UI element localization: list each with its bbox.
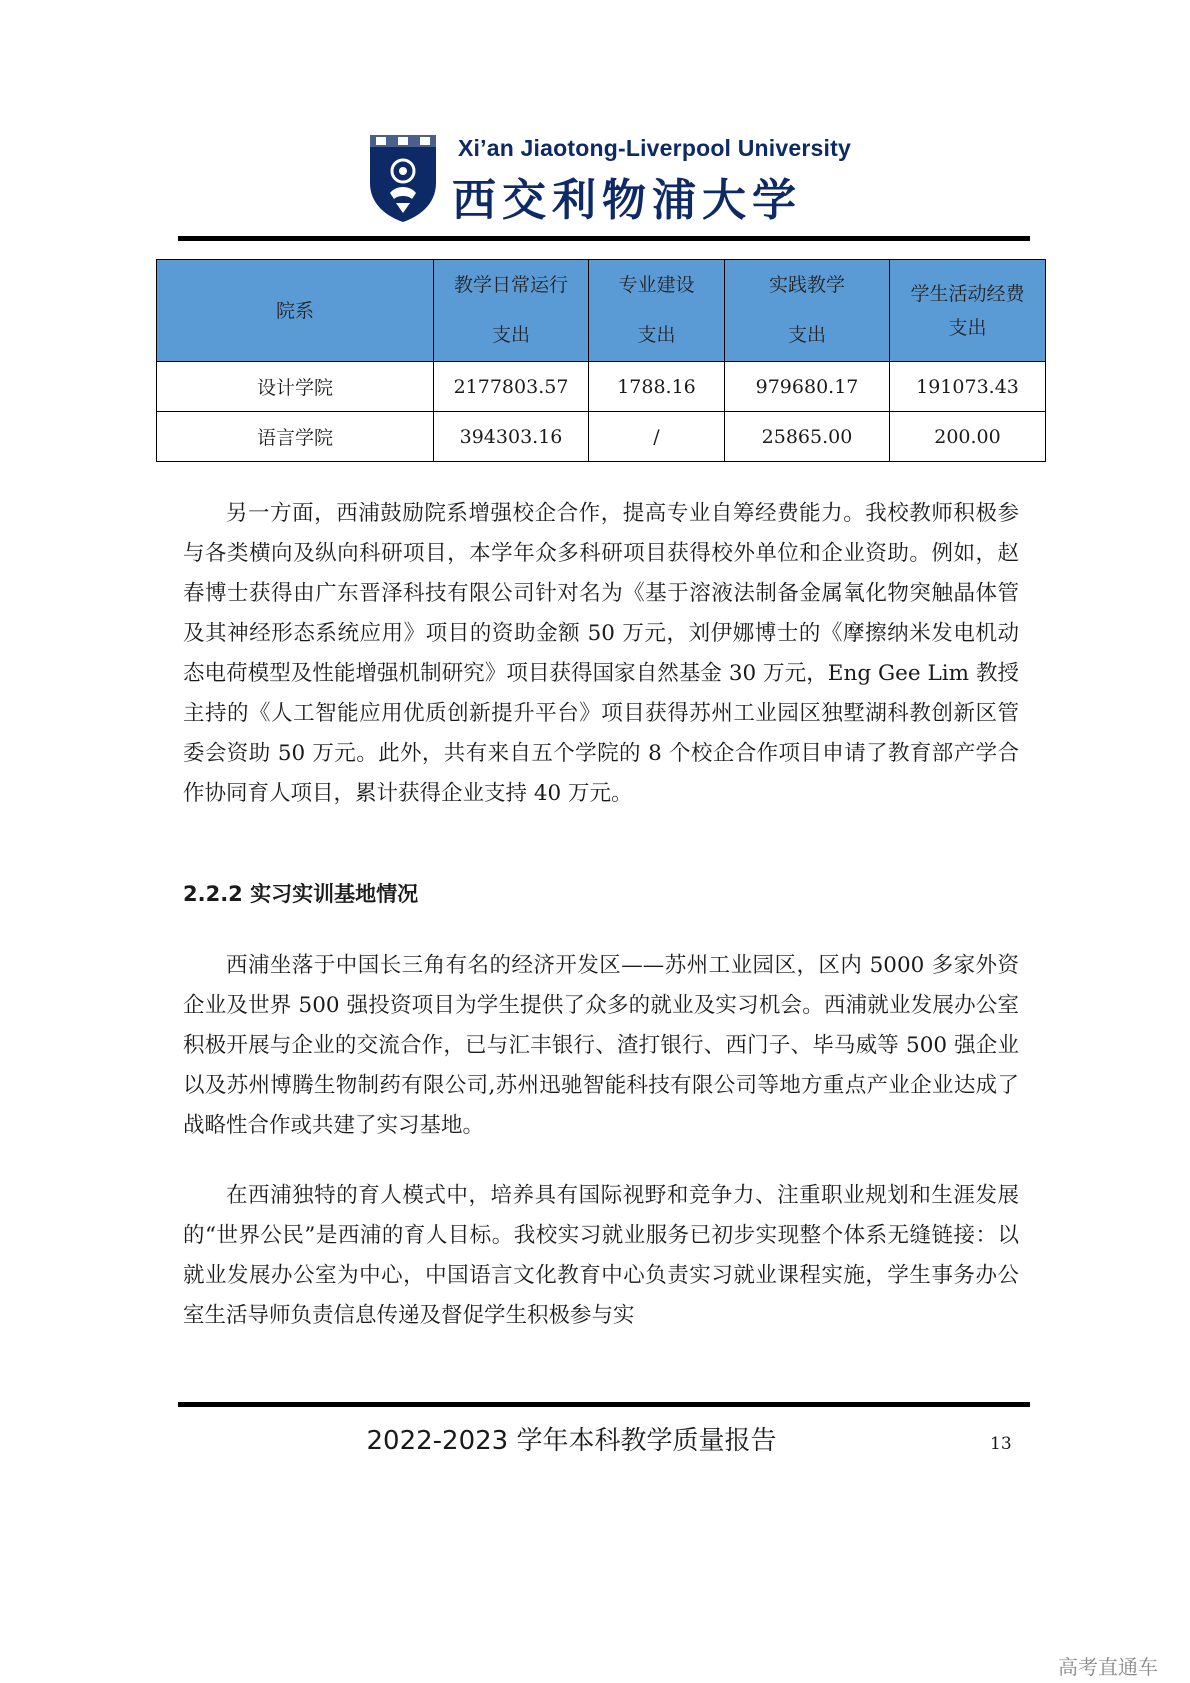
col-header-label: 支出 (787, 324, 826, 346)
col-header-practice-teaching (725, 260, 890, 362)
col-header-student-activities (890, 260, 1046, 362)
col-header-major-construction (589, 260, 725, 362)
table-row (157, 362, 1046, 412)
section-title: 2.2.2 实习实训基地情况 (183, 882, 419, 906)
paragraph-education-model: 在西浦独特的育人模式中，培养具有国际视野和竞争力、注重职业规划和生涯发展的“世界公民”是西浦的育人目标。我校实习就业服务已初步实现整个体系无缝链接：以就业发展办公室为中心，中国语言文化教育中心负责实习就业课程实施，学生事务办公室生活导师负责信息传递及督促学生积极参与实 (183, 1183, 1019, 1328)
university-crest-icon (368, 133, 438, 223)
col-header-label: 支出 (948, 316, 987, 339)
footer-rule (178, 1402, 1030, 1407)
table-cell: 200.00 (890, 412, 1046, 462)
expense-table (156, 259, 1046, 462)
col-header-department (157, 260, 434, 362)
paragraph-industry-cooperation: 另一方面，西浦鼓励院系增强校企合作，提高专业自筹经费能力。我校教师积极参与各类横向及纵向科研项目，本学年众多科研项目获得校外单位和企业资助。例如，赵春博士获得由广东晋泽科技有限公司针对名为《基于溶液法制备金属氧化物突触晶体管及其神经形态系统应用》项目的资助金额 50 万元，刘伊娜博士的《摩擦纳米发电机动态电荷模型及性能增强机制研究》项目获得国家自然基金 30 万元，Eng Gee Lim 教授主持的《人工智能应用优质创新提升平台》项目获得苏州工业园区独墅湖科教创新区管委会资助 50 万元。此外，共有来自五个学院的 8 个校企合作项目申请了教育部产学合作协同育人项目，累计获得企业支持 40 万元。 (183, 501, 1019, 806)
col-header-label: 教学日常运行 (453, 274, 568, 296)
col-header-daily-operation (434, 260, 589, 362)
table-cell: 2177803.57 (434, 362, 589, 412)
col-header-label: 院系 (275, 299, 314, 322)
table-cell: 25865.00 (725, 412, 890, 462)
university-name-cn: 西交利物浦大学 (452, 175, 802, 226)
col-header-label: 实践教学 (768, 274, 845, 296)
page-number: 13 (990, 1434, 1012, 1454)
paragraph-internship-bases: 西浦坐落于中国长三角有名的经济开发区——苏州工业园区，区内 5000 多家外资企业及世界 500 强投资项目为学生提供了众多的就业及实习机会。西浦就业发展办公室积极开展与企业的交流合作，已与汇丰银行、渣打银行、西门子、毕马威等 500 强企业以及苏州博腾生物制药有限公司,苏州迅驰智能科技有限公司等地方重点产业企业达成了战略性合作或共建了实习基地。 (183, 953, 1019, 1138)
table-cell: 191073.43 (890, 362, 1046, 412)
table-cell: 394303.16 (434, 412, 589, 462)
col-header-label: 支出 (491, 324, 530, 346)
header-rule (178, 236, 1030, 241)
table-cell: / (589, 412, 725, 462)
table-header-row (157, 260, 1046, 362)
page-header (0, 130, 1190, 245)
table-row (157, 412, 1046, 462)
col-header-label: 学生活动经费 (910, 282, 1025, 305)
report-title: 2022-2023 学年本科教学质量报告 (366, 1426, 777, 1456)
table-cell: 语言学院 (157, 412, 434, 462)
table-cell: 设计学院 (157, 362, 434, 412)
col-header-label: 专业建设 (618, 274, 695, 296)
watermark: 高考直通车 (1058, 1655, 1158, 1679)
table-cell: 979680.17 (725, 362, 890, 412)
table-cell: 1788.16 (589, 362, 725, 412)
col-header-label: 支出 (637, 324, 676, 346)
university-name-en: Xi’an Jiaotong-Liverpool University (458, 135, 851, 161)
